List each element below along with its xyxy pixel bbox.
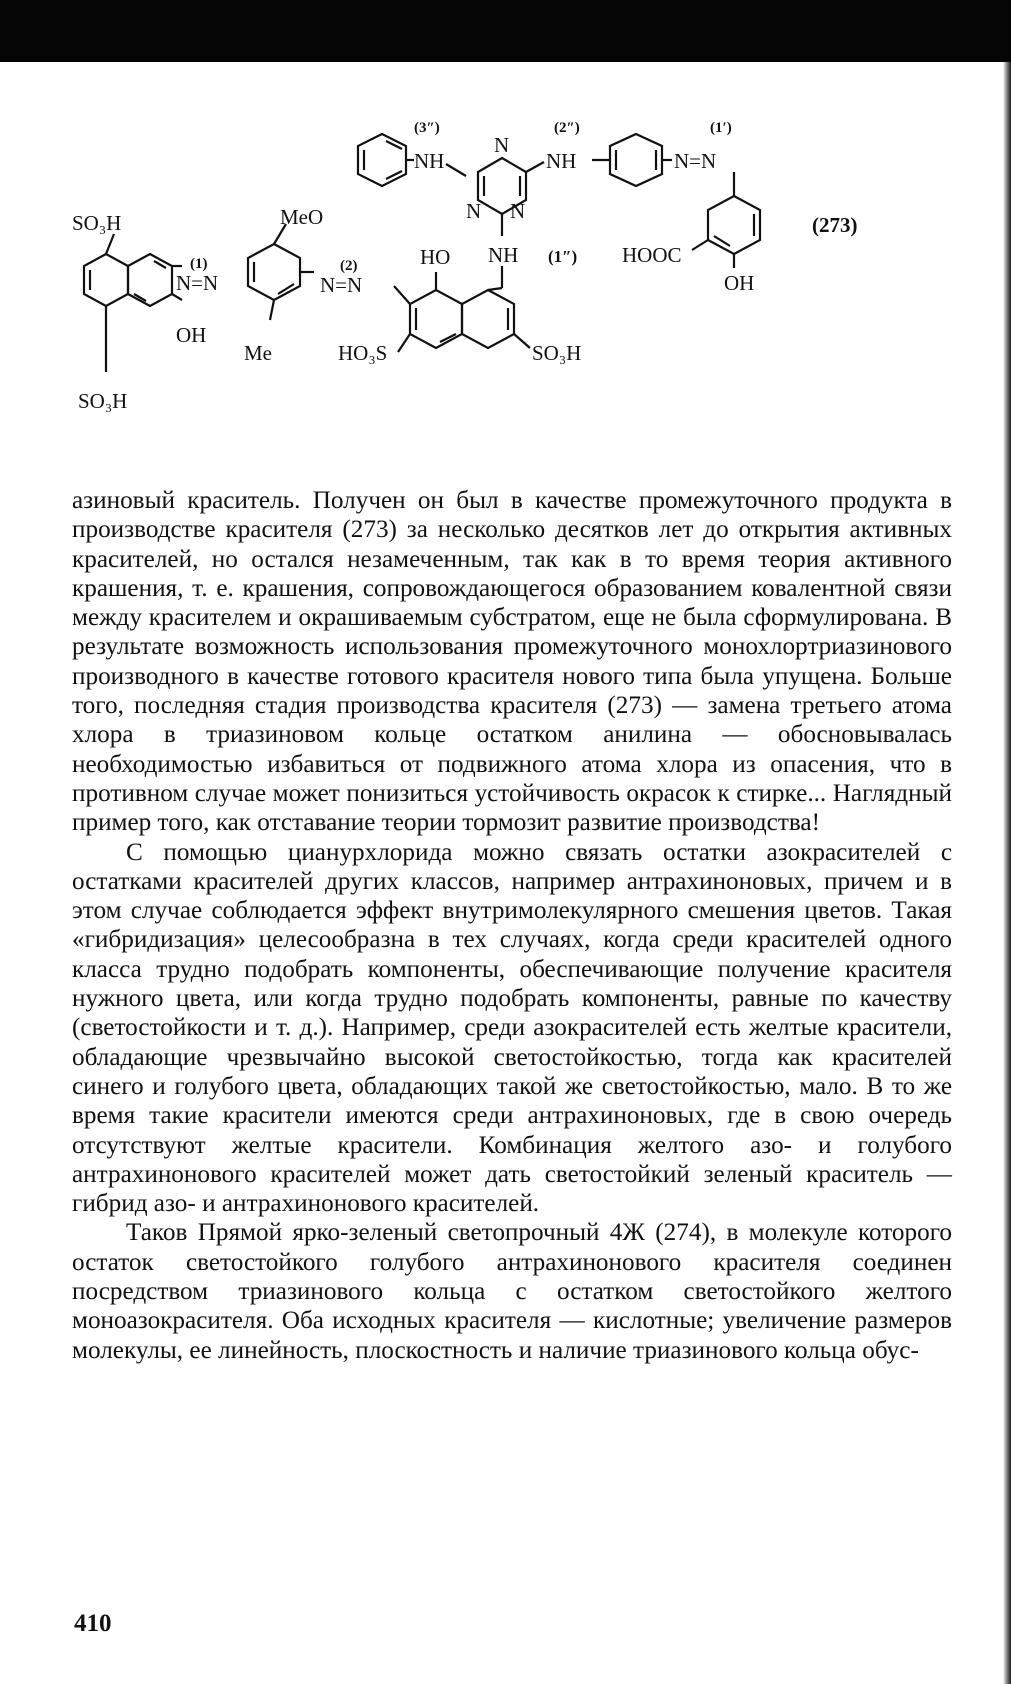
- ring-phenylene-2pp: [610, 134, 662, 186]
- scan-right-edge: [1003, 62, 1011, 1684]
- ring-naphthalene-left-b: [128, 254, 172, 306]
- label-triazine-n-right: N: [510, 199, 526, 223]
- label-pos-1p: (1′): [710, 120, 732, 136]
- body-text: [72, 486, 952, 1365]
- label-ho3s: HO₃S: [338, 341, 388, 365]
- paragraph-1: азиновый краситель. Получен он был в качестве промежуточного продукта в производстве красителя (273) за несколько десятков лет до открытия активных красителей, но остался незамеченным, так как в то время теория активного крашения, т. е. крашения, сопровождающегося образованием ковалентной связи между красителем и окрашиваемым субстратом, еще не была сформулирована. В результате возможность использования промежуточного монохлортриазинового производного в качестве готового красителя нового типа была упущена. Больше того, последняя стадия производства красителя (273) — замена третьего атома хлора в триазиновом кольце остатком анилина — обосновывалась необходимостью избавиться от подвижного атома хлора из опасения, что в противном случае может понизиться устойчивость окрасок к стирке... Наглядный пример того, как отставание теории тормозит развитие производства!: [72, 487, 952, 837]
- label-pos-1pp: (1″): [548, 247, 578, 266]
- label-me: Me: [244, 341, 272, 365]
- label-so3h-bottom: SO₃H: [78, 389, 128, 413]
- page-number: 410: [74, 1610, 112, 1637]
- structure-svg: [64, 116, 964, 466]
- label-meo: MeO: [280, 205, 324, 229]
- label-azo-top: N=N: [674, 149, 717, 173]
- label-nh-right: NH: [546, 149, 577, 173]
- label-so3h-top: SO₃H: [72, 211, 122, 235]
- label-oh-naph: OH: [176, 323, 207, 347]
- paragraph-2: С помощью цианурхлорида можно связать остатки азокрасителей с остатками красителей других классов, например антрахиноновых, причем и в этом случае соблюдается эффект внутримолекулярного смешения цветов. Такая «гибридизация» целесообразна в тех случаях, когда среди красителей одного класса трудно подобрать компоненты, обеспечивающие получение красителя нужного цвета, или когда трудно подобрать компоненты, равные по качеству (светостойкости и т. д.). Например, среди азокрасителей есть желтые красители, обладающие чрезвычайно высокой светостойкостью, тогда как красителей синего и голубого цвета, обладающих такой же светостойкостью, мало. В то же время такие красители имеются среди антрахиноновых, где в свою очередь отсутствуют желтые красители. Комбинация желтого азо- и голубого антрахинонового красителей может дать светостойкий зеленый краситель — гибрид азо- и антрахинонового красителей.: [72, 838, 952, 1218]
- label-triazine-n-left: N: [466, 199, 482, 223]
- label-pos-1: (1): [190, 256, 208, 272]
- label-compound-number: (273): [812, 213, 858, 237]
- label-hooc: HOOC: [622, 243, 682, 267]
- ring-naphthalene-right-b: [462, 290, 514, 348]
- label-so3h-right: SO₃H: [532, 341, 582, 365]
- label-pos-2: (2): [340, 258, 358, 274]
- scan-top-border: [0, 0, 1011, 62]
- label-azo-1: N=N: [176, 271, 219, 295]
- label-ho: HO: [420, 245, 451, 269]
- ring-phenyl-3pp: [358, 134, 406, 186]
- label-pos-2pp: (2″): [554, 120, 580, 136]
- ring-benzene-middle: [248, 244, 300, 300]
- chemical-structure-figure: [64, 116, 964, 466]
- ring-salicylic: [708, 196, 760, 254]
- label-nh-left: NH: [414, 149, 445, 173]
- label-nh-bottom: NH: [488, 243, 519, 267]
- ring-naphthalene-right-a: [410, 290, 462, 348]
- paragraph-3: Таков Прямой ярко-зеленый светопрочный 4Ж (274), в молекуле которого остаток светостойкого голубого антрахинонового красителя соединен посредством триазинового кольца с остатком светостойкого желтого моноазокрасителя. Оба исходных красителя — кислотные; увеличение размеров молекулы, ее линейность, плоскостность и наличие триазинового кольца обус-: [72, 1219, 952, 1364]
- label-triazine-n-top: N: [494, 133, 510, 157]
- label-pos-3pp: (3″): [414, 120, 440, 136]
- label-azo-2: N=N: [320, 273, 363, 297]
- label-oh-salicyl: OH: [724, 271, 755, 295]
